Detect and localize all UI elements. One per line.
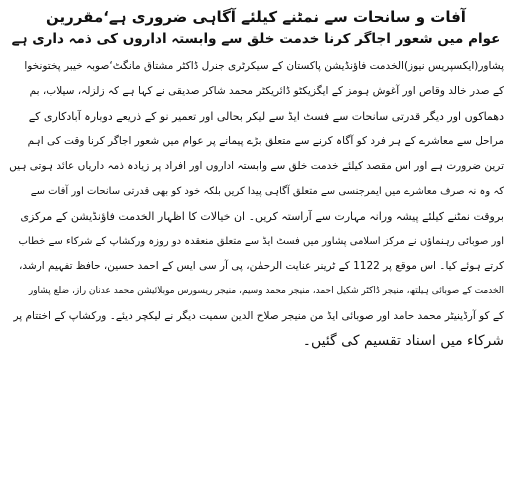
body-line: مراحل سے معاشرے کے ہر فرد کو آگاہ کرنے سے متعلق بڑے پیمانے پر عوام میں شعور اجاگر کرنا وقت کی اہم [27,135,504,147]
article-body [8,54,504,354]
body-line: کہ وہ نہ صرف معاشرے میں ایمرجنسی سے متعلق آگاہی پیدا کریں بلکہ خود کو بھی قدرتی سانحات اور آفات سے [30,186,504,197]
body-line: ترین ضرورت ہے اور اس مقصد کیلئے خدمت خلق سے وابستہ اداروں اور افراد پر زیادہ ذمہ داریاں عائد ہوتی ہیں [9,160,504,172]
body-line: کے صدر خالد وقاص اور آغوش ہومز کے ایگزیکٹو ڈائریکٹر محمد شاکر صدیقی نے کہا ہے کہ زلزلہ، سیلاب، بم [29,85,504,97]
body-line: اور صوبائی رہنماؤں نے مرکز اسلامی پشاور میں فسٹ ایڈ سے متعلق منعقدہ دو روزہ ورکشاپ کے شرکاء سے خطاب [18,236,504,247]
body-line: شرکاء میں اسناد تقسیم کی گئیں۔ [302,333,504,349]
body-line: بروقت نمٹنے کیلئے پیشہ ورانہ مہارت سے آراستہ کریں۔ ان خیالات کا اظہار الخدمت فاؤنڈیشن کے مرکزی [20,210,504,223]
body-line: کے کو آرڈینیٹر محمد حامد اور صوبائی ایڈ من منیجر صلاح الدین سمیت دیگر نے لیکچر دیئے۔ ورکشاپ کے اختتام پر [13,310,504,322]
headline-line-2: عوام میں شعور اجاگر کرنا خدمت خلق سے وابستہ اداروں کی ذمہ داری ہے [11,31,501,47]
headline-line-1: آفات و سانحات سے نمٹنے کیلئے آگاہی ضروری ہے‘مقررین [46,8,466,26]
body-line: کرتے ہوئے کیا۔ اس موقع پر 1122 کے ٹرینر عنایت الرحمٰن، پی آر سی ایس کے احمد حسین، حافظ تفہیم ارشد، [19,260,504,272]
body-line: دھماکوں اور دیگر قدرتی سانحات سے فسٹ ایڈ سے لیکر بحالی اور تعمیر نو کے ذریعے دوبارہ آبادکاری کے [28,110,504,123]
body-line: پشاور(ایکسپریس نیوز)الخدمت فاؤنڈیشن پاکستان کے سیکرٹری جنرل ڈاکٹر مشتاق مانگٹ‘صوبہ خیبر پختونخوا [24,60,504,72]
body-line: الخدمت کے صوبائی ہیلتھ، منیجر ڈاکٹر شکیل احمد، منیجر محمد وسیم، منیجر ریسورس موبلائیشن محمد عدنان راز، ضلع پشاور [28,286,504,296]
